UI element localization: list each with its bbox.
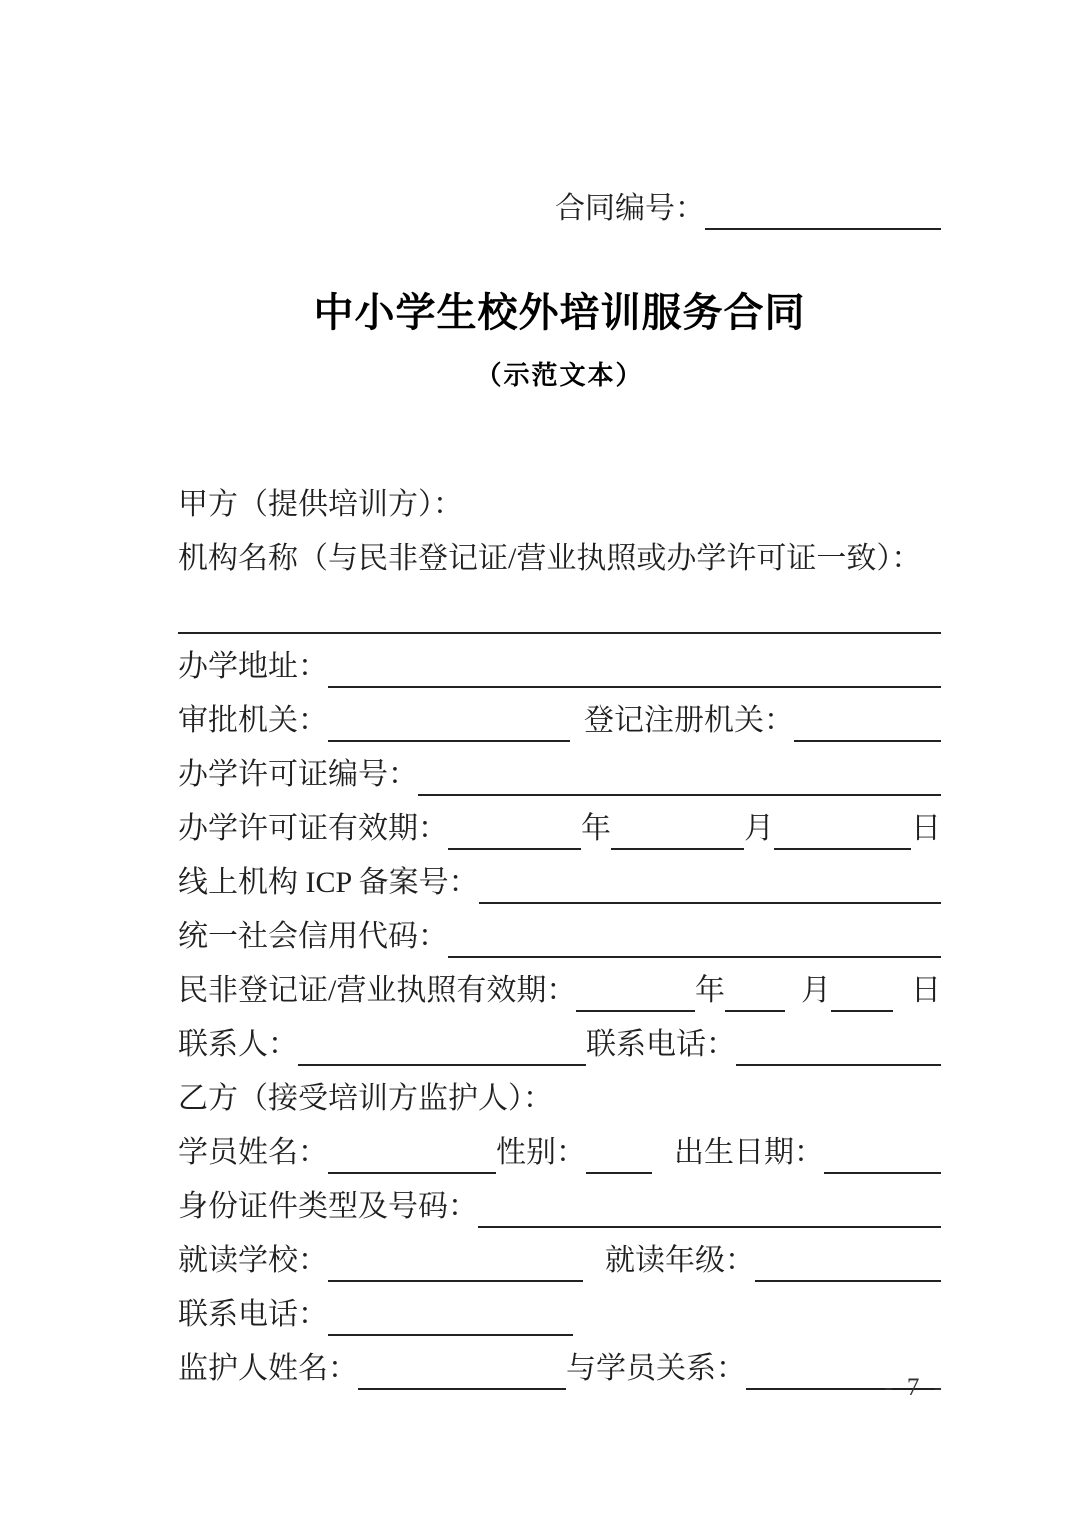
- contact-person-label: 联系人：: [178, 1028, 298, 1061]
- party-b-phone-row: [178, 1282, 941, 1336]
- address-row: [178, 634, 941, 688]
- credit-code-blank: [448, 924, 941, 958]
- school-grade-row: [178, 1228, 941, 1282]
- contract-number-label: 合同编号：: [555, 192, 705, 225]
- birth-date-label: 出生日期：: [674, 1136, 824, 1169]
- credit-code-label: 统一社会信用代码：: [178, 920, 448, 953]
- contract-form: [178, 472, 941, 1390]
- approval-authority-blank: [328, 708, 570, 742]
- guardian-name-label: 监护人姓名：: [178, 1352, 358, 1385]
- page-subtitle: （示范文本）: [475, 361, 644, 390]
- business-license-validity-row: [178, 958, 941, 1012]
- org-name-label: 机构名称（与民非登记证/营业执照或办学许可证一致）：: [178, 542, 922, 575]
- license-validity-year-blank: [448, 816, 581, 850]
- id-type-no-blank: [478, 1194, 941, 1228]
- guardian-row: [178, 1336, 941, 1390]
- business-license-validity-label: 民非登记证/营业执照有效期：: [178, 974, 577, 1007]
- license-validity-row: [178, 796, 941, 850]
- grade-label: 就读年级：: [605, 1244, 755, 1277]
- student-name-blank: [328, 1140, 496, 1174]
- student-info-row: [178, 1120, 941, 1174]
- party-b-heading-row: [178, 1066, 941, 1120]
- license-validity-label: 办学许可证有效期：: [178, 812, 448, 845]
- contract-number-blank: [705, 196, 941, 230]
- party-b-heading: 乙方（接受培训方监护人）：: [178, 1082, 553, 1115]
- icp-filing-label: 线上机构 ICP 备案号：: [178, 866, 479, 899]
- page-title: 中小学生校外培训服务合同: [313, 290, 806, 335]
- id-type-no-label: 身份证件类型及号码：: [178, 1190, 478, 1223]
- party-b-phone-blank: [328, 1302, 573, 1336]
- guardian-name-blank: [358, 1356, 566, 1390]
- relation-label: 与学员关系：: [566, 1352, 746, 1385]
- license-validity-month-blank: [611, 816, 744, 850]
- icp-filing-blank: [479, 870, 941, 904]
- business-license-month-label: 月: [801, 974, 831, 1007]
- contact-phone-blank: [736, 1032, 941, 1066]
- business-license-day-blank: [831, 978, 893, 1012]
- student-name-label: 学员姓名：: [178, 1136, 328, 1169]
- license-validity-year-label: 年: [581, 812, 611, 845]
- credit-code-row: [178, 904, 941, 958]
- registration-authority-blank: [794, 708, 941, 742]
- birth-date-blank: [824, 1140, 941, 1174]
- business-license-year-label: 年: [695, 974, 725, 1007]
- icp-filing-row: [178, 850, 941, 904]
- school-label: 就读学校：: [178, 1244, 328, 1277]
- page-number: - 7 -: [884, 1374, 946, 1401]
- party-a-contacts-row: [178, 1012, 941, 1066]
- approval-authority-label: 审批机关：: [178, 704, 328, 737]
- school-blank: [328, 1248, 583, 1282]
- gender-blank: [586, 1140, 652, 1174]
- business-license-year-blank: [576, 978, 695, 1012]
- contact-person-blank: [298, 1032, 586, 1066]
- id-type-no-row: [178, 1174, 941, 1228]
- license-validity-month-label: 月: [744, 812, 774, 845]
- license-no-label: 办学许可证编号：: [178, 758, 418, 791]
- address-blank: [328, 654, 941, 688]
- party-b-phone-label: 联系电话：: [178, 1298, 328, 1331]
- business-license-month-blank: [725, 978, 785, 1012]
- authorities-row: [178, 688, 941, 742]
- license-validity-day-blank: [774, 816, 911, 850]
- org-name-blank-row: [178, 580, 941, 634]
- business-license-day-label: 日: [911, 974, 941, 1007]
- contract-number-row: [178, 190, 941, 230]
- party-a-heading: 甲方（提供培训方）：: [178, 488, 463, 521]
- license-validity-day-label: 日: [911, 812, 941, 845]
- org-name-blank: [178, 600, 941, 634]
- license-no-blank: [418, 762, 941, 796]
- contact-phone-label: 联系电话：: [586, 1028, 736, 1061]
- party-a-heading-row: [178, 472, 941, 526]
- grade-blank: [755, 1248, 941, 1282]
- license-no-row: [178, 742, 941, 796]
- address-label: 办学地址：: [178, 650, 328, 683]
- registration-authority-label: 登记注册机关：: [584, 704, 794, 737]
- gender-label: 性别：: [496, 1136, 586, 1169]
- org-name-label-row: [178, 526, 941, 580]
